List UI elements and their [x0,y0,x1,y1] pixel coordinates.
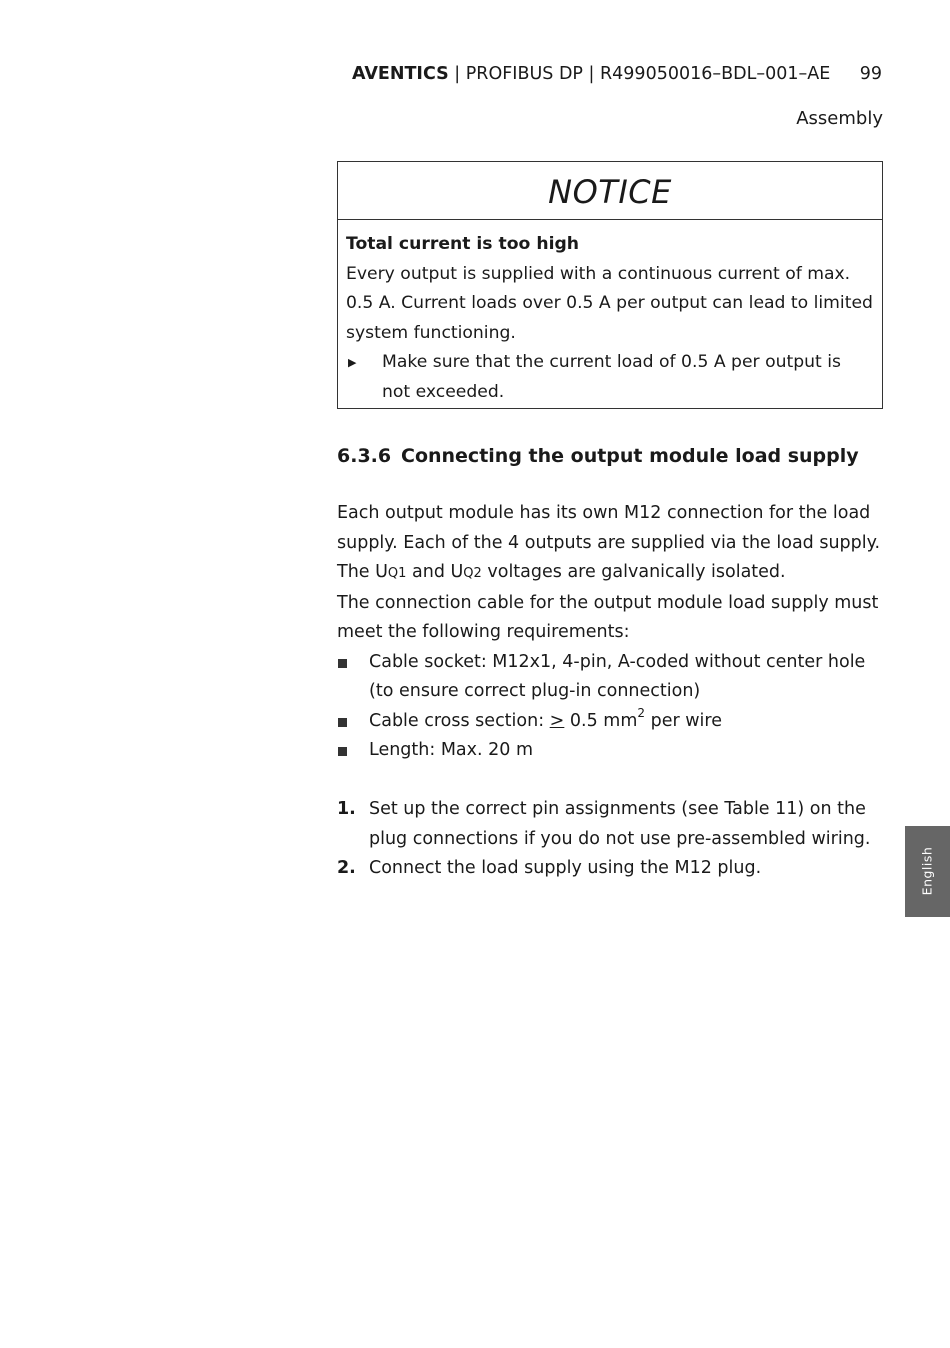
step-text: Set up the correct pin assignments (see Table 11) on the plug connections if you do not use pre-assembled wiring. [369,799,871,849]
language-tab-label: English [919,846,935,896]
paragraph-1-text-a: Each output module has its own M12 connection for the load supply. Each of the 4 outputs are supplied via the load supply. The U [337,503,881,582]
paragraph-1-text-b: and U [406,562,464,582]
list-item-text: 0.5 mm [564,710,638,731]
step-item [337,854,887,884]
subscript-q1: Q1 [387,566,407,581]
section-number: 6.3.6 [337,445,392,467]
list-item-text: per wire [645,710,722,731]
paragraph-1-text-c: voltages are galvanically isolated. [481,562,786,582]
list-item-text: Length: Max. 20 m [369,740,534,760]
section-heading [337,442,897,470]
steps-list [337,795,887,884]
play-arrow-icon: ▶ [348,356,357,369]
greater-equal-symbol: > [549,710,565,731]
notice-box [337,161,883,409]
notice-text: Every output is supplied with a continuous current of max. 0.5 A. Current loads over 0.5 A per output can lead to limited system functioning. [346,263,873,343]
step-number: 1. [337,799,356,819]
body-text [337,499,887,884]
document-id: | PROFIBUS DP | R499050016–BDL–001–AE [448,64,831,84]
notice-step [346,348,874,407]
step-number: 2. [337,858,356,878]
square-bullet-icon [338,747,347,756]
page-header [352,62,884,86]
step-text: Connect the load supply using the M12 plug. [369,858,762,878]
notice-step-text: Make sure that the current load of 0.5 A per output is not exceeded. [382,352,841,402]
language-tab [905,826,950,917]
list-item [337,648,887,707]
paragraph-1 [337,499,887,589]
notice-title: NOTICE [338,162,882,220]
section-title: Connecting the output module load supply [401,445,859,467]
brand-name: AVENTICS [352,64,449,84]
step-item [337,795,887,854]
notice-body [338,220,882,407]
page-number: 99 [859,64,882,84]
list-item [337,707,887,737]
superscript-2: 2 [637,705,646,720]
list-item-text: Cable socket: M12x1, 4-pin, A-coded without center hole (to ensure correct plug-in connection) [369,651,866,701]
notice-heading: Total current is too high [346,234,579,254]
list-item-text: Cable cross section: [369,710,550,731]
square-bullet-icon [338,718,347,727]
list-item [337,736,887,766]
requirements-list [337,648,887,766]
chapter-label: Assembly [796,108,883,129]
paragraph-2: The connection cable for the output module load supply must meet the following requirements: [337,592,879,642]
subscript-q2: Q2 [463,566,482,581]
square-bullet-icon [338,659,347,668]
